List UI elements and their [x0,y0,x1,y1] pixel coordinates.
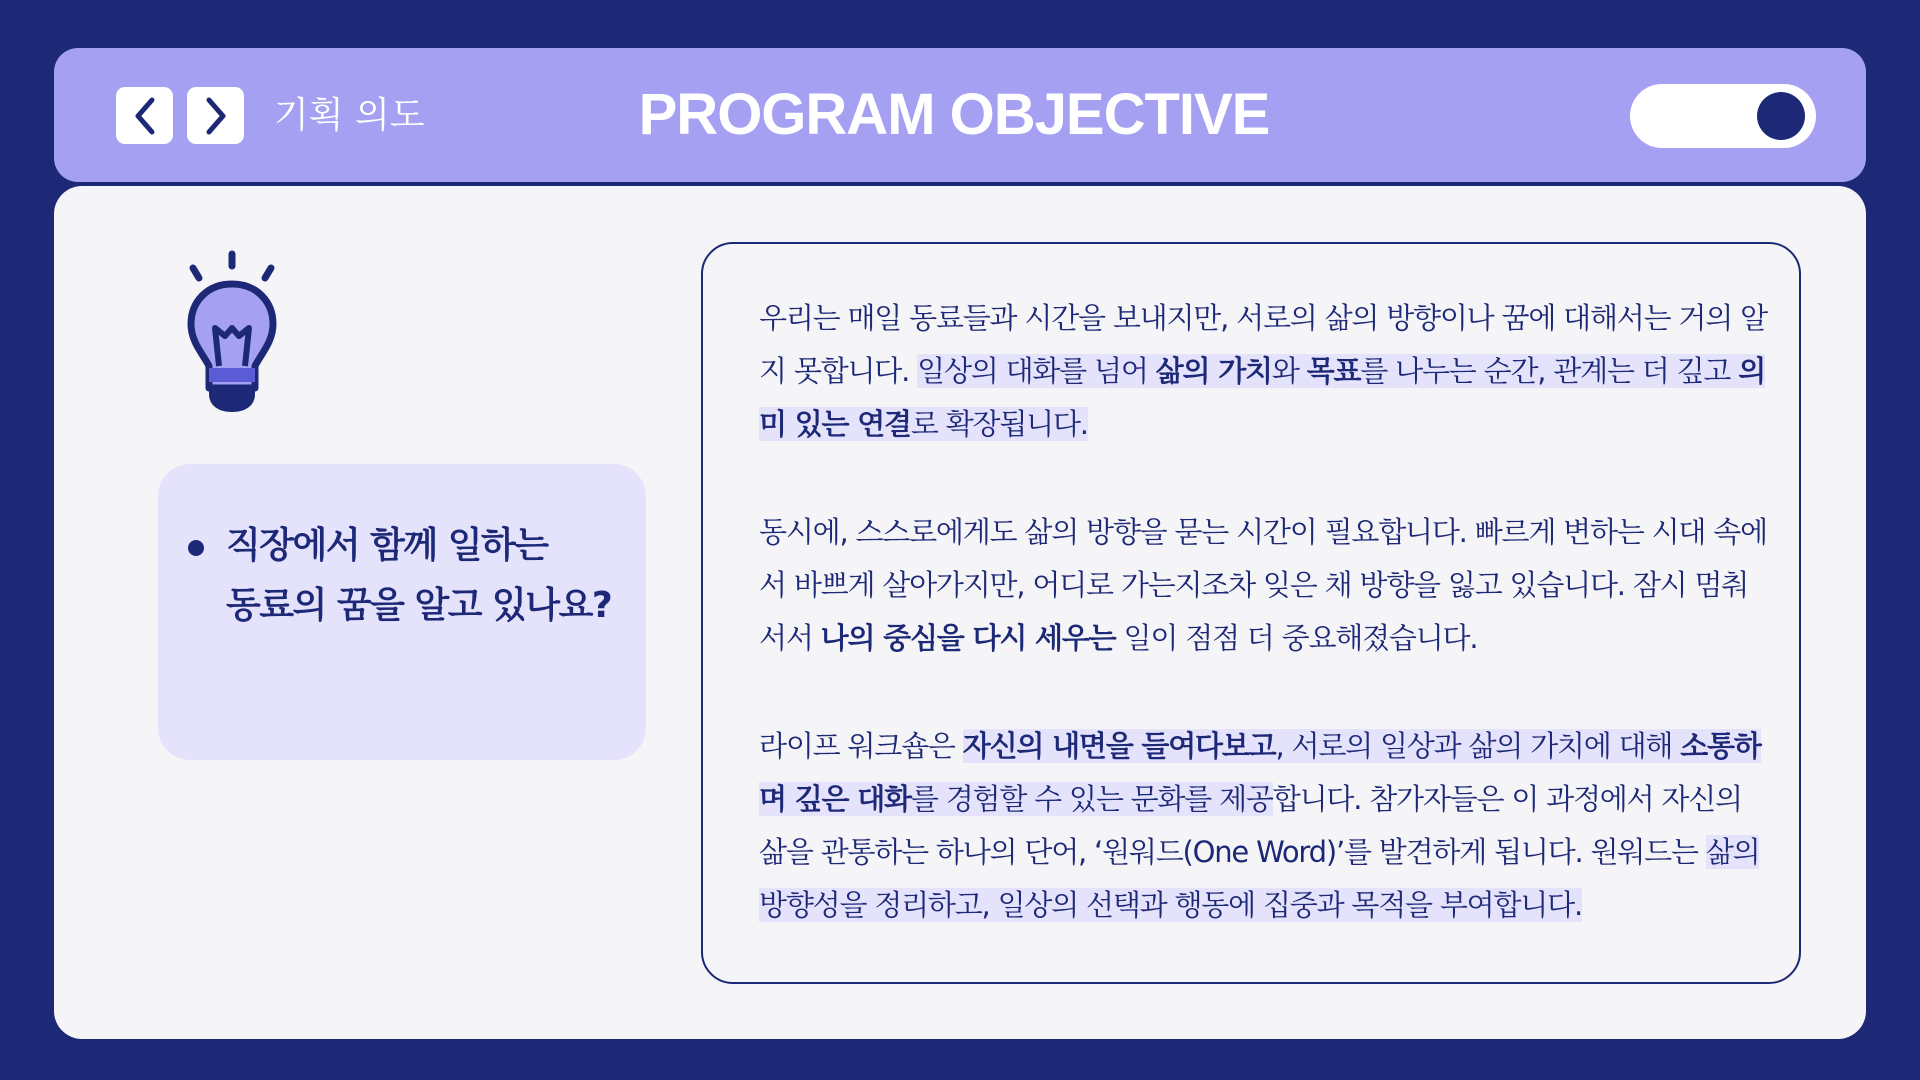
p1-text: 로 확장됩니다. [910,407,1088,441]
chevron-left-icon [130,96,160,136]
toggle-switch[interactable] [1630,84,1816,148]
p1-bold: 의미 있는 연결 [759,354,1766,441]
chevron-right-icon [201,96,231,136]
p3-text: 를 경험할 수 있는 문화를 제공 [910,782,1273,816]
paragraph-2 [759,506,1769,665]
p3-highlight: 삶의 방향성을 정리하고, 일상의 선택과 행동에 집중과 목적을 부여합니다. [759,835,1760,922]
p2-text: 동시에, 스스로에게도 삶의 방향을 묻는 시간이 필요합니다. 빠르게 변하는 시대 속에서 바쁘게 살아가지만, 어디로 가는지조차 잊은 채 방향을 잃고 있습니다. 잠시 멈춰 서서 [759,515,1767,655]
question-card [158,464,646,760]
paragraph-1 [759,292,1769,451]
p1-text: 와 [1271,354,1307,388]
next-button[interactable] [187,87,244,144]
question-text [226,516,626,636]
header-bar [54,48,1866,182]
p3-bold: 자신의 내면을 들여다보고 [962,729,1276,763]
p1-bold: 목표 [1306,354,1361,388]
p1-text: 를 나누는 순간, 관계는 더 깊고 [1360,354,1739,388]
p3-text: , 서로의 일상과 삶의 가치에 대해 [1275,729,1681,763]
page-title: PROGRAM OBJECTIVE [638,82,1270,147]
prev-button[interactable] [116,87,173,144]
p1-text: 일상의 대화를 넘어 [917,354,1156,388]
p1-text: 우리는 매일 동료들과 시간을 보내지만, 서로의 삶의 방향이나 꿈에 대해서는 거의 알지 못합니다. [759,301,1767,388]
toggle-knob [1757,92,1805,140]
paragraph-3 [759,720,1769,932]
content-panel [54,186,1866,1039]
question-line-2: 동료의 꿈을 알고 있나요? [226,585,612,626]
question-line-1: 직장에서 함께 일하는 [226,525,548,566]
lightbulb-icon [177,248,287,418]
bullet-point [188,540,204,556]
p3-bold: 소통하며 깊은 대화 [759,729,1761,816]
p1-bold: 삶의 가치 [1155,354,1272,388]
p3-text: 합니다. 참가자들은 이 과정에서 자신의 삶을 관통하는 하나의 단어, ‘원워드(One Word)’를 발견하게 됩니다. 원워드는 [759,782,1742,869]
text-panel [701,242,1801,984]
p2-bold: 나의 중심을 다시 세우는 [820,621,1116,655]
p2-text: 일이 점점 더 중요해졌습니다. [1115,621,1478,655]
p3-text: 라이프 워크숍은 [759,729,963,763]
section-label: 기획 의도 [274,95,425,136]
